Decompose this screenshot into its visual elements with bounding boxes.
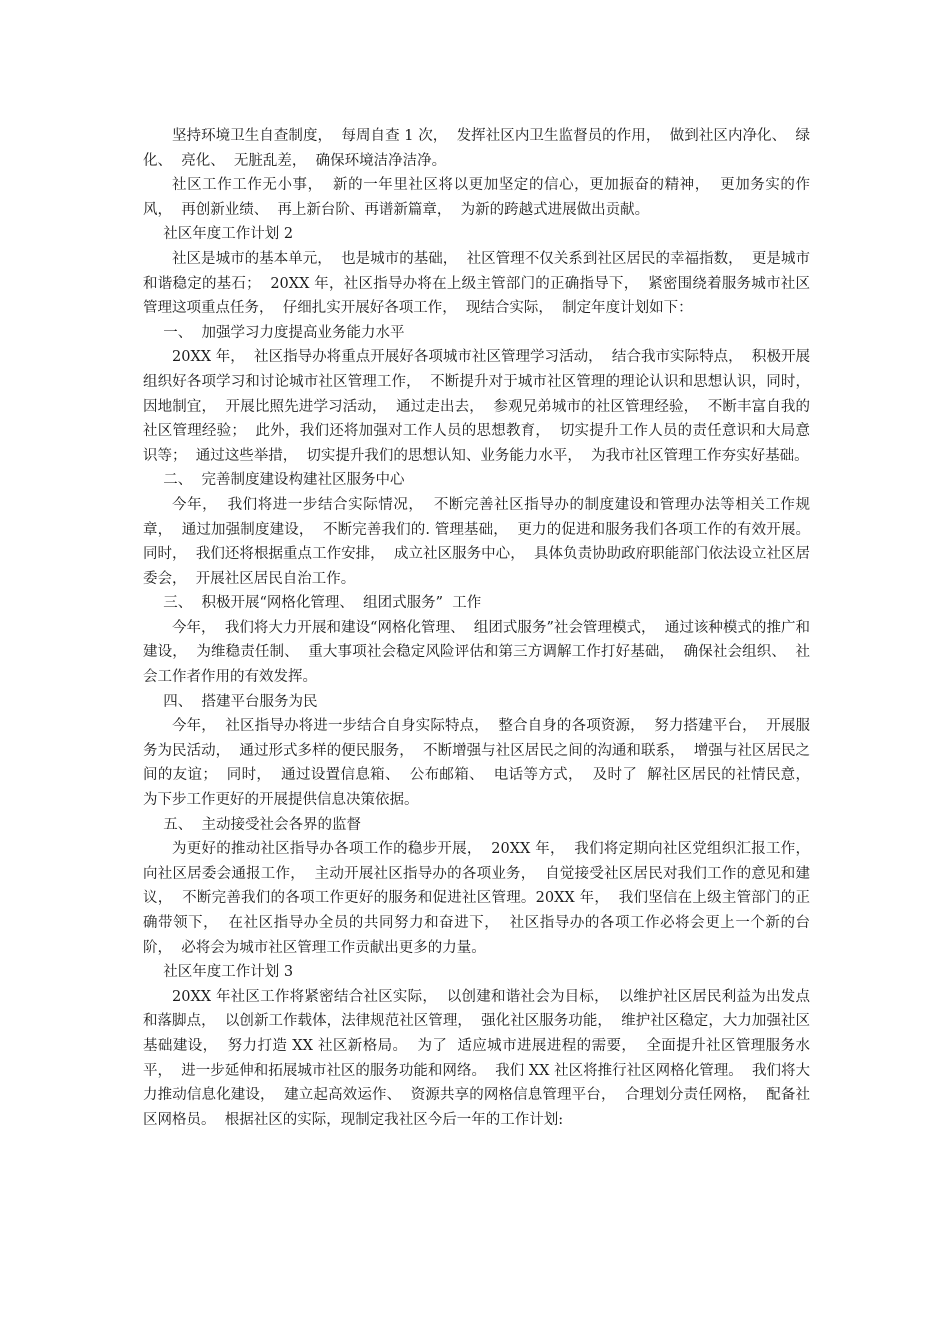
paragraph: 今年， 我们将进一步结合实际情况， 不断完善社区指导办的制度建设和管理办法等相关工作规章， 通过加强制度建设， 不断完善我们的. 管理基础， 更力的促进和服务我们各项工作的有效开展。 同时， 我们还将根据重点工作安排， 成立社区服务中心， 具体负责协助政府职能部门依法设立社区居委会， 开展社区居民自治工作。 [143,496,820,587]
paragraph: 今年， 社区指导办将进一步结合自身实际特点， 整合自身的各项资源， 努力搭建平台， 开展服务为民活动， 通过形式多样的便民服务， 不断增强与社区居民之间的沟通和联系， 增强与社区居民之间的友谊； 同时， 通过设置信息箱、 公布邮箱、 电话等方式， 及时了 解社区居民的社情民意， 为下步工作更好的开展提供信息决策依据。 [143,718,820,809]
paragraph: 社区是城市的基本单元， 也是城市的基础， 社区管理不仅关系到社区居民的幸福指数， 更是城市和谐稳定的基石； 20XX 年，社区指导办将在上级主管部门的正确指导下， 紧密围绕着服务城市社区管理这项重点任务， 仔细扎实开展好各项工作， 现结合实际， 制定年度计划如下： [143,250,810,317]
paragraph: 今年， 我们将大力开展和建设“网格化管理、 组团式服务”社会管理模式， 通过该种模式的推广和建设， 为维稳责任制、 重大事项社会稳定风险评估和第三方调解工作打好基础， 确保社会组织、 社会工作者作用的有效发挥。 [143,619,810,686]
paragraph: 20XX 年， 社区指导办将重点开展好各项城市社区管理学习活动， 结合我市实际特点， 积极开展组织好各项学习和讨论城市社区管理工作， 不断提升对于城市社区管理的理论认识和思想认识，同时， 因地制宜， 开展比照先进学习活动， 通过走出去， 参观兄弟城市的社区管理经验， 不断丰富自我的社区管理经验； 此外，我们还将加强对工作人员的思想教育， 切实提升工作人员的责任意识和大局意识等； 通过这些举措， 切实提升我们的思想认知、业务能力水平， 为我市社区管理工作夯实好基础。 [143,349,820,464]
section-heading: 一、 加强学习力度提高业务能力水平 [163,324,405,341]
paragraph: 坚持环境卫生自查制度， 每周自查 1 次， 发挥社区内卫生监督员的作用， 做到社区内净化、 绿化、 亮化、 无脏乱差， 确保环境洁净洁净。 [143,128,810,169]
section-heading: 社区年度工作计划 3 [163,964,294,981]
paragraph: 20XX 年社区工作将紧密结合社区实际， 以创建和谐社会为目标， 以维护社区居民利益为出发点和落脚点， 以创新工作载体，法律规范社区管理， 强化社区服务功能， 维护社区稳定，大力加强社区基础建设， 努力打造 XX 社区新格局。 为了 适应城市进展进程的需要， 全面提升社区管理服务水平， 进一步延伸和拓展城市社区的服务功能和网络。 我们 XX 社区将推行社区网格化管理。 我们将大力推动信息化建设， 建立起高效运作、 资源共享的网格信息管理平台， 合理划分责任网格， 配备社区网格员。 根据社区的实际，现制定我社区今后一年的工作计划: [143,988,810,1128]
section-heading: 三、 积极开展“网格化管理、 组团式服务” 工作 [163,595,482,612]
paragraph: 为更好的推动社区指导办各项工作的稳步开展， 20XX 年， 我们将定期向社区党组织汇报工作， 向社区居委会通报工作， 主动开展社区指导办的各项业务， 自觉接受社区居民对我们工作的意见和建议， 不断完善我们的各项工作更好的服务和促进社区管理。20XX 年， 我们坚信在上级主管部门的正确带领下， 在社区指导办全员的共同努力和奋进下， 社区指导办的各项工作必将会更上一个新的台阶， 必将会为城市社区管理工作贡献出更多的力量。 [143,841,820,956]
section-heading: 二、 完善制度建设构建社区服务中心 [163,472,405,489]
section-heading: 社区年度工作计划 2 [163,226,294,243]
document-page [143,124,820,1132]
section-heading: 五、 主动接受社会各界的监督 [163,816,362,833]
section-heading: 四、 搭建平台服务为民 [163,693,318,710]
paragraph: 社区工作工作无小事， 新的一年里社区将以更加坚定的信心，更加振奋的精神， 更加务实的作风， 再创新业绩、 再上新台阶、再谱新篇章， 为新的跨越式进展做出贡献。 [143,177,810,218]
